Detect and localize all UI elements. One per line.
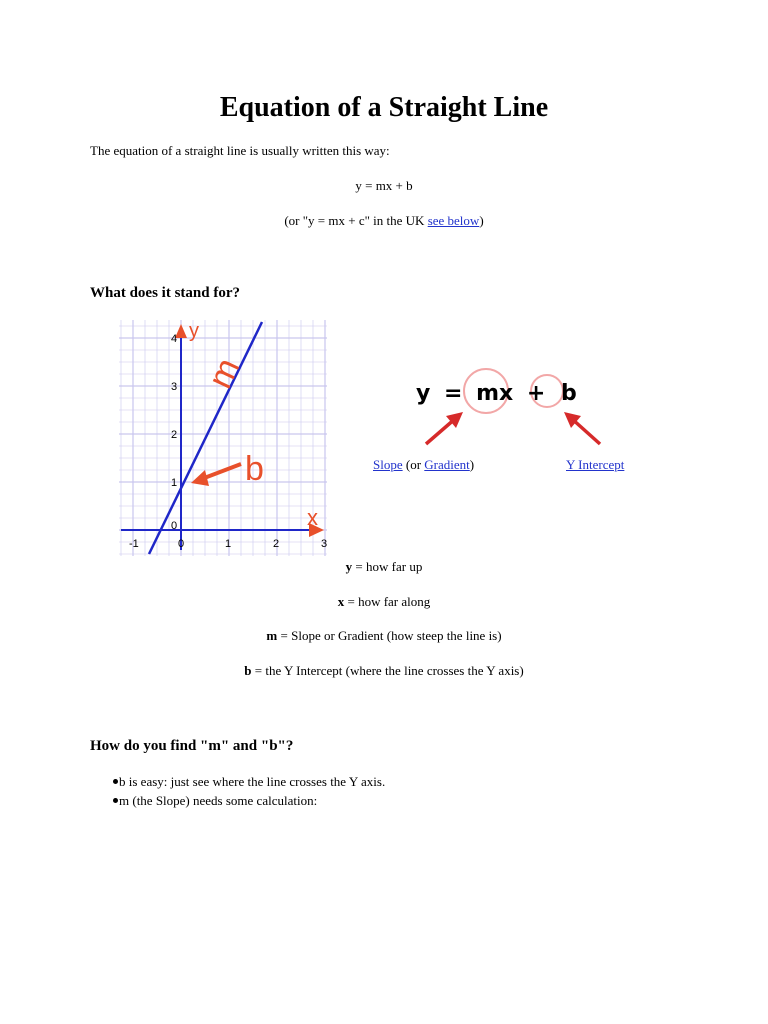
section-heading-how: How do you find "m" and "b"? [90,738,294,754]
y-axis-label: y [189,320,199,342]
definition-x [0,594,768,610]
list-item [90,791,385,810]
slope-label: m [200,352,248,395]
bullet-icon [113,779,118,784]
steps-list [90,772,385,810]
eq-equals: = [444,381,463,406]
definition-term: m [266,628,278,643]
definition-term: b [244,663,252,678]
slope-link[interactable]: Slope [373,457,403,472]
equation-graphic [408,368,618,453]
intercept-caption [566,457,624,473]
intro-paragraph: The equation of a straight line is usually written this way: [90,143,390,158]
eq-plus: + [526,381,546,406]
definition-text: = how far up [352,559,423,574]
page-title: Equation of a Straight Line [219,92,549,123]
definition-text: = how far along [344,594,431,609]
definition-b [0,663,768,679]
graph-grid [119,320,327,556]
see-below-link[interactable]: see below [427,213,480,228]
list-item-text: m (the Slope) needs some calculation: [119,793,318,808]
intercept-label: b [245,450,264,488]
y-intercept-link[interactable]: Y Intercept [566,457,625,472]
uk-note [0,213,768,229]
intercept-arrowhead [191,470,209,486]
x-tick-label: 0 [178,538,185,550]
y-tick-label: 1 [171,477,178,489]
definition-term: x [337,594,345,609]
list-item-text: b is easy: just see where the line crosses the Y axis. [119,774,386,789]
slope-caption [373,457,474,473]
definition-y [0,559,768,575]
svg-text:y = mx + [416,381,577,406]
eq-mx: mx [476,381,514,406]
line-graph [119,320,327,556]
y-tick-label: 2 [171,429,178,441]
x-tick-label: 1 [225,538,232,550]
section-heading-what: What does it stand for? [90,285,241,301]
x-tick-label: 3 [321,538,327,550]
slope-caption-middle: (or [402,457,425,472]
formula-text: y = mx + b [355,178,413,193]
eq-y: y [416,381,431,406]
definition-m [0,628,768,644]
slope-caption-end: ) [469,457,475,472]
uk-note-after: ) [479,213,484,228]
list-item [90,772,385,791]
x-tick-label: -1 [129,538,139,550]
y-tick-label: 4 [171,333,178,345]
y-tick-label: 3 [171,381,178,393]
definition-term: y [345,559,353,574]
bullet-icon [113,798,118,803]
gradient-link[interactable]: Gradient [424,457,470,472]
uk-note-before: (or "y = mx + c" in the UK [284,213,428,228]
definition-text: = the Y Intercept (where the line crosses the Y axis) [251,663,524,678]
definition-text: = Slope or Gradient (how steep the line is) [277,628,502,643]
x-axis-label: x [307,505,318,530]
x-tick-label: 2 [273,538,280,550]
slope-line [149,322,262,554]
origin-label: 0 [171,520,178,532]
eq-b: b [561,381,577,406]
